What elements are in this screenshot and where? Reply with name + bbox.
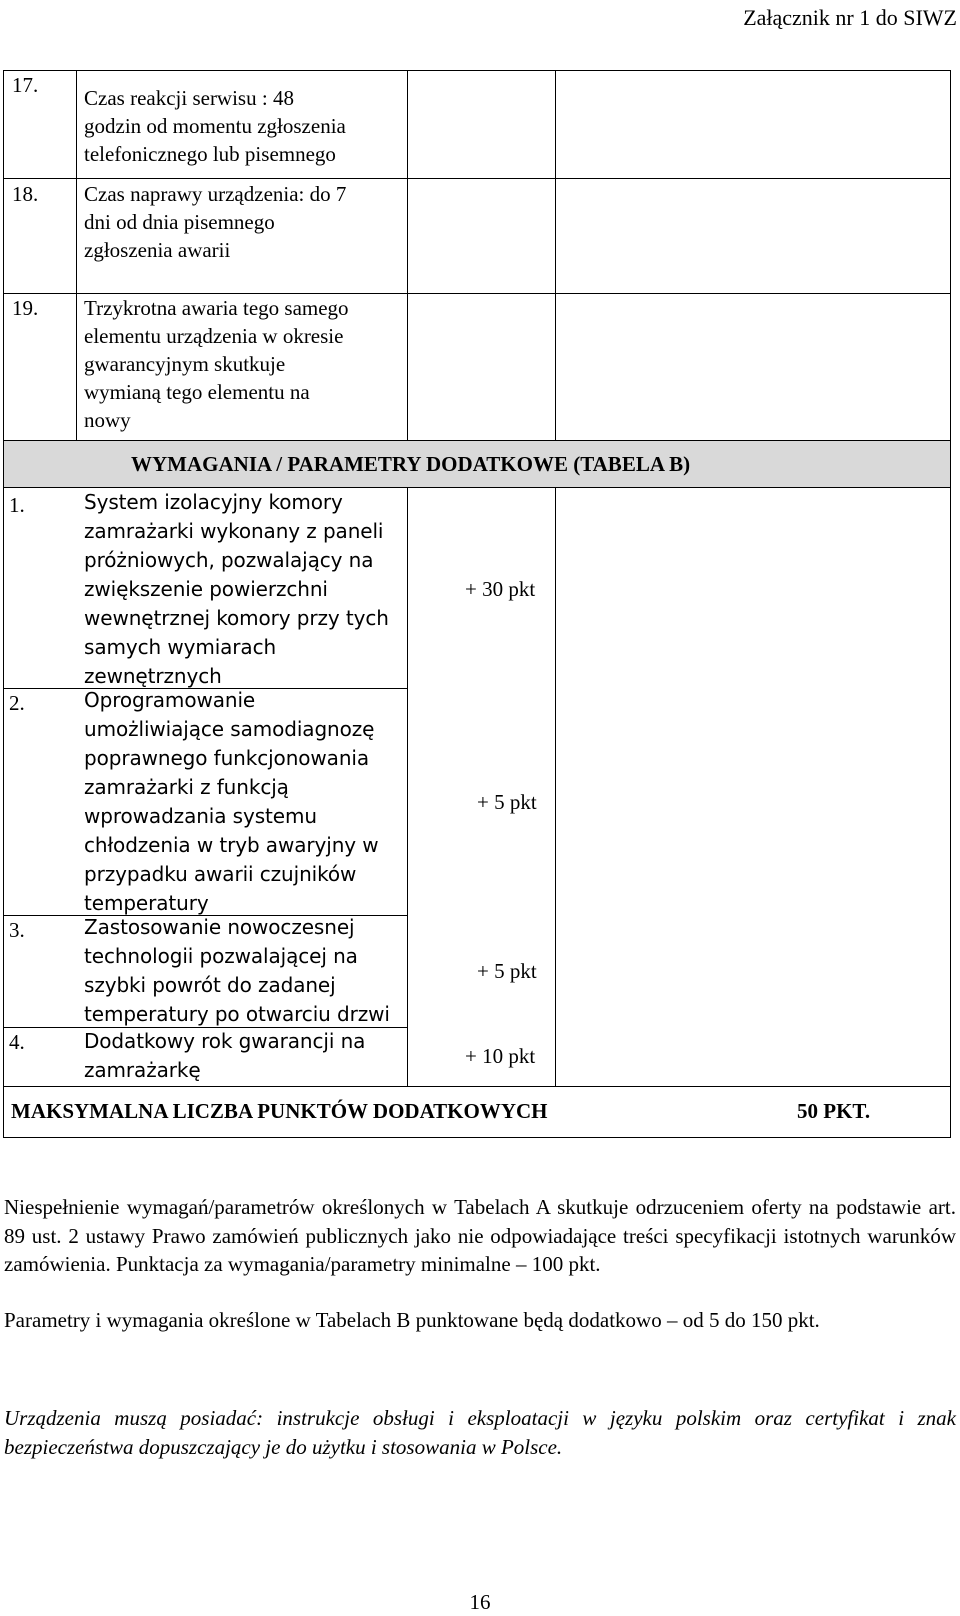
points-value: + 10 pkt [465,1044,536,1068]
requirement-text: Czas naprawy urządzenia: do 7 dni od dnia pisemnego zgłoszenia awarii [84,182,347,262]
points-value: + 30 pkt [465,577,536,601]
row-number: 4. [9,1030,25,1054]
row-number: 19. [12,296,39,320]
table-b-heading: WYMAGANIA / PARAMETRY DODATKOWE (TABELA B) [131,452,691,476]
requirement-text: Czas reakcji serwisu : 48 godzin od momentu zgłoszenia telefonicznego lub pisemnego [84,86,346,166]
requirement-text: Dodatkowy rok gwarancji na zamrażarkę [84,1029,366,1082]
row-number: 17. [12,73,39,97]
requirement-text: Zastosowanie nowoczesnej technologii pozwalającej na szybki powrót do zadanej temperatury po otwarciu drzwi [84,915,390,1026]
note-paragraph: Parametry i wymagania określone w Tabelach B punktowane będą dodatkowo – od 5 do 150 pkt. [4,1308,820,1332]
requirement-text: Oprogramowanie umożliwiające samodiagnozę poprawnego funkcjonowania zamrażarki z funkcją wprowadzania systemu chłodzenia w tryb awaryjny w przypadku awarii czujników temperatury [84,688,379,915]
max-points-value: 50 PKT. [797,1099,871,1123]
row-number: 3. [9,918,25,942]
note-paragraph-italic: Urządzenia muszą posiadać: instrukcje obsługi i eksploatacji w języku polskim oraz certyfikat i znak bezpieczeństwa dopuszczający je do użytku i stosowania w Polsce. [4,1406,956,1459]
row-number: 1. [9,493,25,517]
requirement-text: Trzykrotna awaria tego samego elementu urządzenia w okresie gwarancyjnym skutkuje wymianą tego elementu na nowy [84,296,349,432]
row-number: 2. [9,691,25,715]
page-number: 16 [469,1590,491,1614]
max-points-label: MAKSYMALNA LICZBA PUNKTÓW DODATKOWYCH [11,1099,548,1123]
points-value: + 5 pkt [477,790,537,814]
document-header: Załącznik nr 1 do SIWZ [743,5,957,30]
row-number: 18. [12,182,39,206]
requirement-text: System izolacyjny komory zamrażarki wykonany z paneli próżniowych, pozwalający na zwiększenie powierzchni wewnętrznej komory przy tych samych wymiarach zewnętrznych [84,490,389,688]
note-paragraph: Niespełnienie wymagań/parametrów określonych w Tabelach A skutkuje odrzuceniem oferty na podstawie art. 89 ust. 2 ustawy Prawo zamówień publicznych jako nie odpowiadające treści specyfikacji istotnych warunków zamówienia. Punktacja za wymagania/parametry minimalne – 100 pkt. [4,1195,956,1276]
points-value: + 5 pkt [477,959,537,983]
